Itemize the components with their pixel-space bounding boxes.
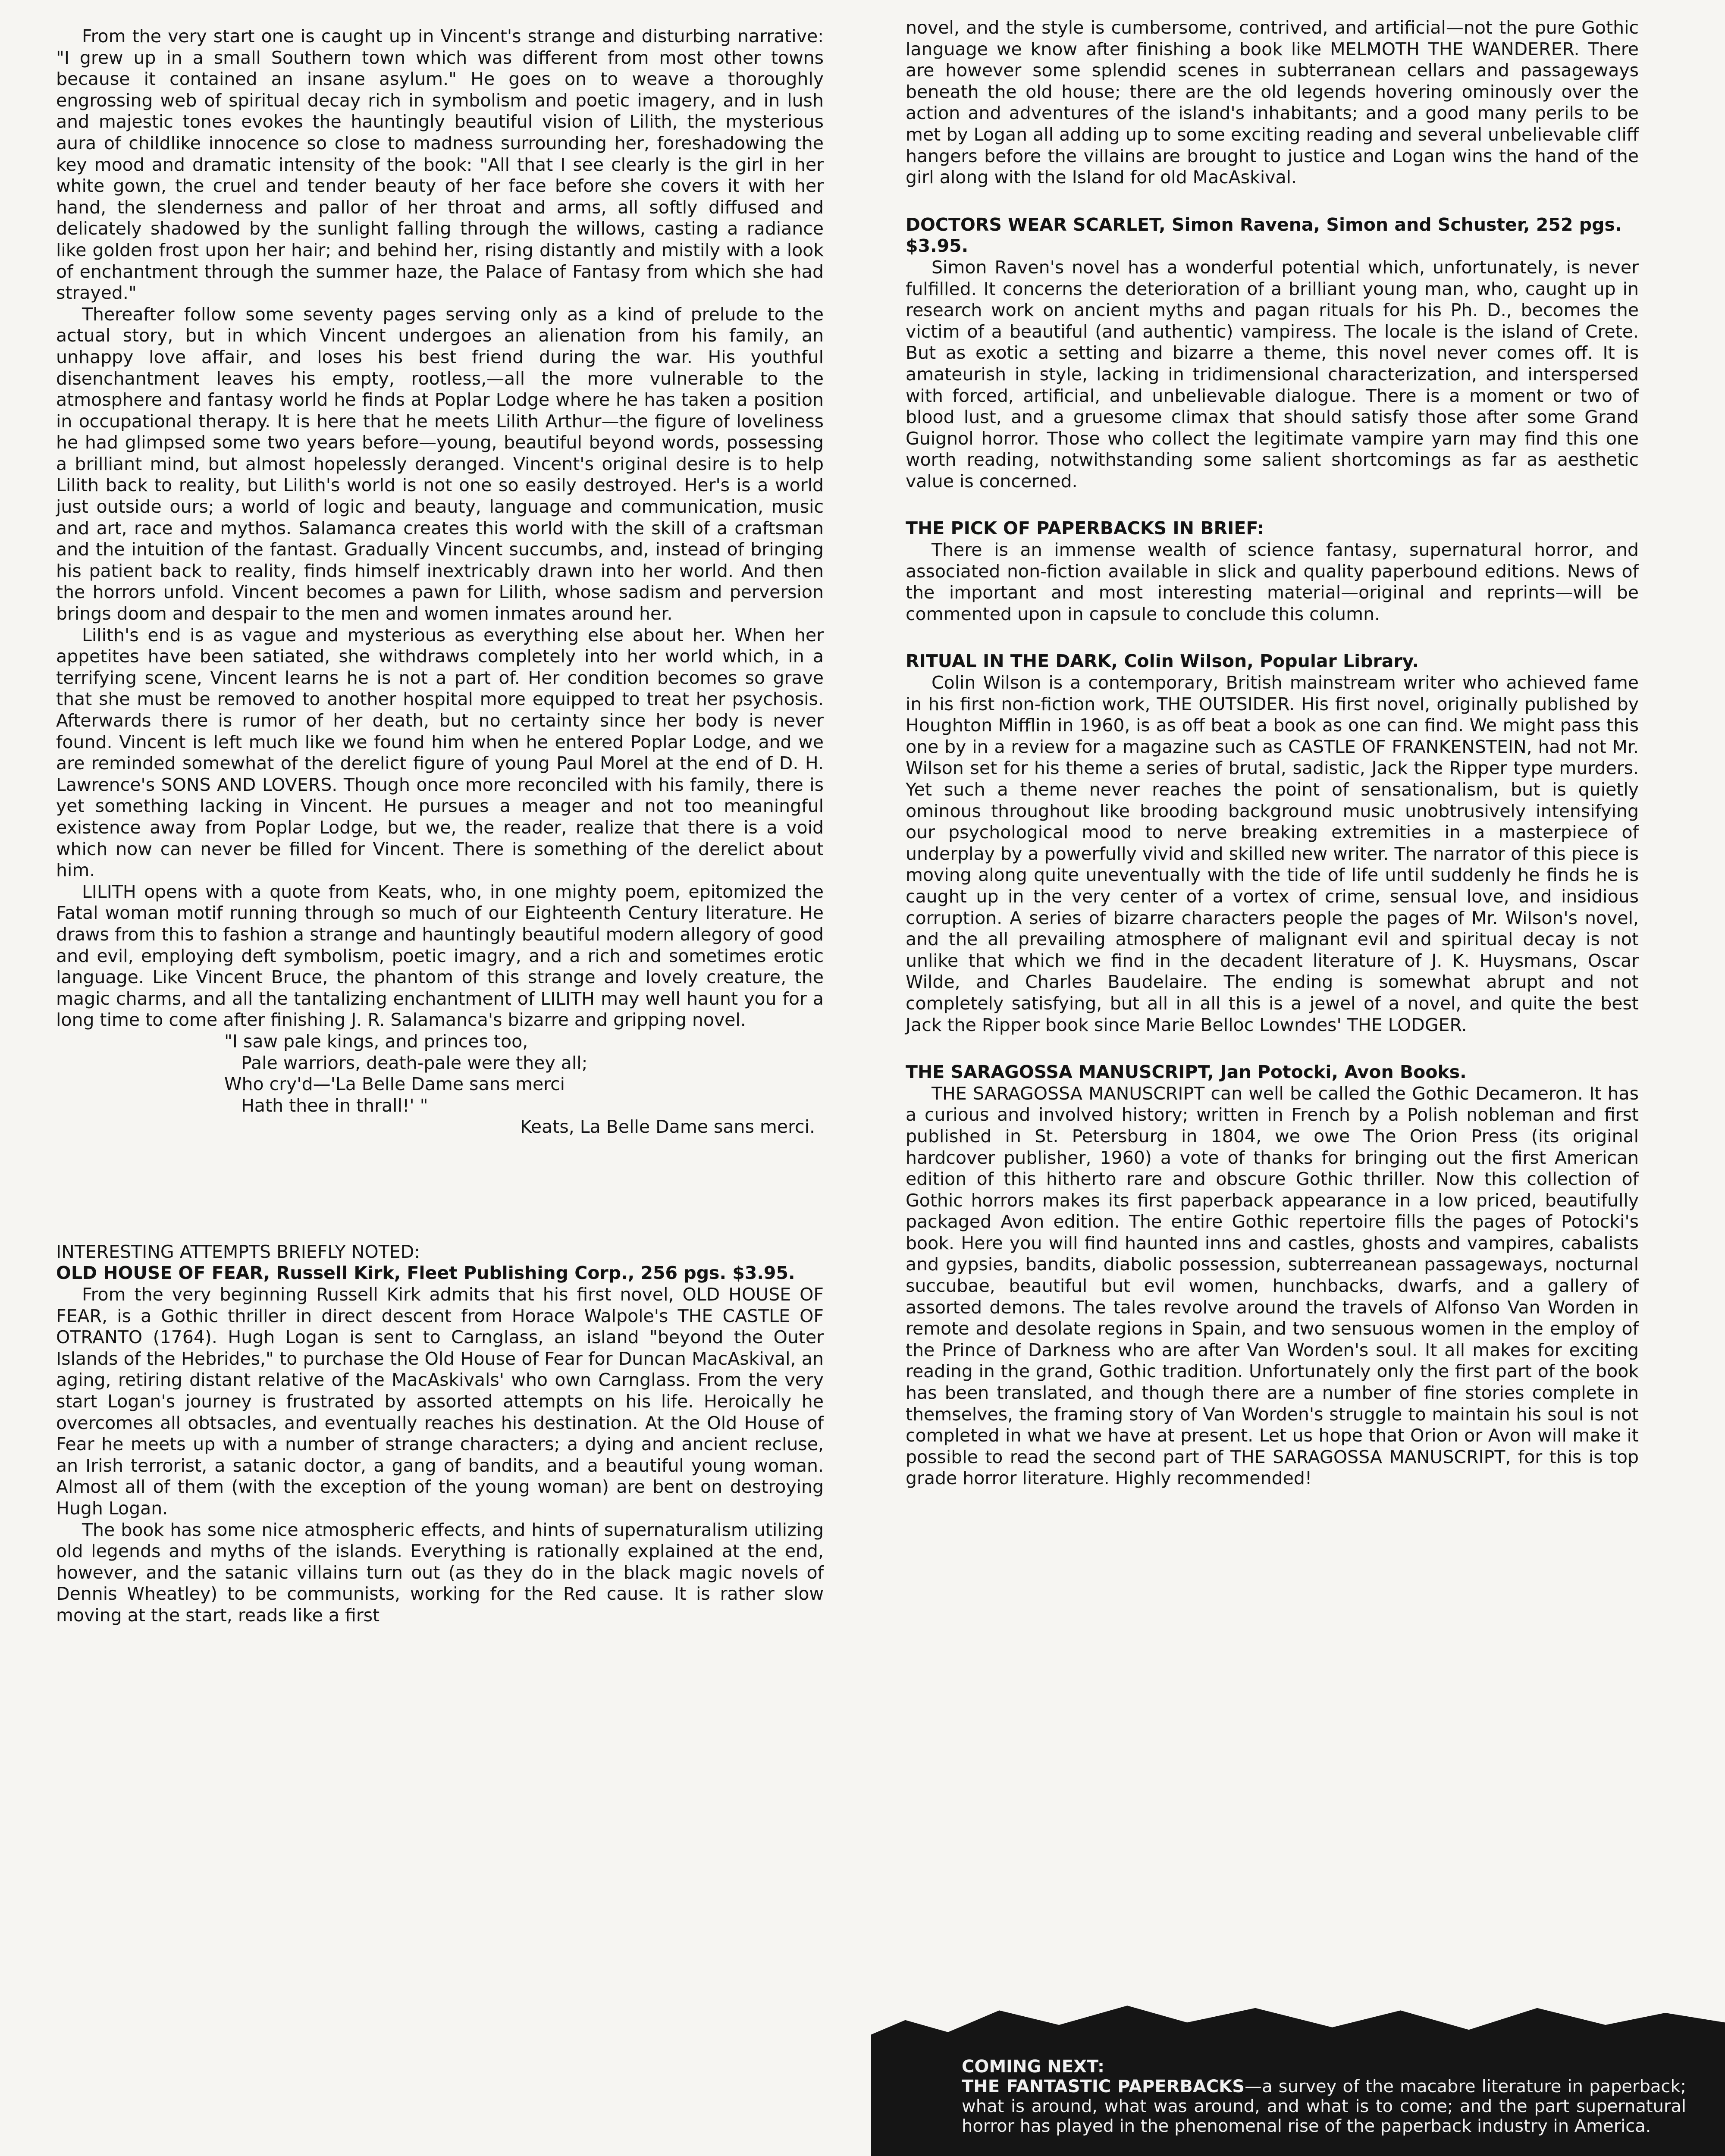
pick-of-paperbacks-paragraph: There is an immense wealth of science fantasy, supernatural horror, and associated non-fiction available in slick and quality paperbound editions. News of the important and most interesting material—original and reprints—will be commented upon in capsule to conclude this column. — [906, 539, 1639, 624]
old-house-paragraph-2: The book has some nice atmospheric effects, and hints of supernaturalism utilizing old legends and myths of the islands. Everything is rationally explained at the end, however, and the satanic villains turn out (as they do in the black magic novels of Dennis Wheatley) to be communists, working for the Red cause. It is rather slow moving at the start, reads like a first — [56, 1519, 824, 1626]
brief-notes-section — [56, 1241, 824, 1626]
ritual-in-the-dark-review — [906, 651, 1639, 1036]
ritual-in-the-dark-paragraph: Colin Wilson is a contemporary, British mainstream writer who achieved fame in his first non-fiction work, THE OUTSIDER. His first novel, originally published by Houghton Mifflin in 1960, is as off beat a book as one can find. We might pass this one by in a review for a magazine such as CASTLE OF FRANKENSTEIN, had not Mr. Wilson set for his theme a series of brutal, sadistic, Jack the Ripper type murders. Yet such a theme never reaches the point of sensationalism, but is quietly ominous throughout like brooding background music unobtrusively intensifying our psychological mood to nerve breaking extremities in a masterpiece of underplay by a powerfully vivid and skilled new writer. The narrator of this piece is moving along quite uneventually with the tide of life until suddenly he finds he is caught up in the very center of a vortex of crime, sensual love, and insidious corruption. A series of bizarre characters people the pages of Mr. Wilson's novel, and the all prevailing atmosphere of malignant evil and spiritual decay is not unlike that which we find in the decadent literature of J. K. Huysmans, Oscar Wilde, and Charles Baudelaire. The ending is somewhat abrupt and not completely satisfying, but all in all this is a jewel of a novel, and quite the best Jack the Ripper book since Marie Belloc Lowndes' THE LODGER. — [906, 672, 1639, 1035]
old-house-paragraph-1: From the very beginning Russell Kirk admits that his first novel, OLD HOUSE OF FEAR, is a Gothic thriller in direct descent from Horace Walpole's THE CASTLE OF OTRANTO (1764). Hugh Logan is sent to Carnglass, an island "beyond the Outer Islands of the Hebrides," to purchase the Old House of Fear for Duncan MacAskival, an aging, retiring distant relative of the MacAskivals' who own Carnglass. From the very start Logan's journey is frustrated by assorted attempts on his life. Heroically he overcomes all obtsacles, and eventually reaches his destination. At the Old House of Fear he meets up with a number of strange characters; a dying and ancient recluse, an Irish terrorist, a satanic doctor, a gang of bandits, and a beautiful young woman. Almost all of them (with the exception of the young woman) are bent on destroying Hugh Logan. — [56, 1284, 824, 1519]
saragossa-manuscript-heading: THE SARAGOSSA MANUSCRIPT, Jan Potocki, Avon Books. — [906, 1062, 1467, 1083]
keats-poem-quote — [224, 1031, 824, 1116]
poem-line: Hath thee in thrall!' " — [224, 1095, 428, 1116]
brief-section-heading: INTERESTING ATTEMPTS BRIEFLY NOTED: — [56, 1241, 420, 1262]
doctors-wear-scarlet-paragraph: Simon Raven's novel has a wonderful potential which, unfortunately, is never fulfilled. It concerns the deterioration of a brilliant young man, who, caught up in research work on ancient myths and pagan rituals for his Ph. D., becomes the victim of a beautiful (and authentic) vampiress. The locale is the island of Crete. But as exotic a setting and bizarre a theme, this novel never comes off. It is amateurish in style, lacking in tridimensional characterization, and interspersed with forced, artificial, and unbelievable dialogue. There is a moment or two of blood lust, and a gruesome climax that should satisfy those after some Grand Guignol horror. Those who collect the legitimate vampire yarn may find this one worth reading, notwithstanding some salient shortcomings as far as aesthetic value is concerned. — [906, 257, 1639, 492]
doctors-wear-scarlet-review — [906, 214, 1639, 492]
left-column — [56, 26, 824, 1626]
pick-of-paperbacks-section — [906, 518, 1639, 625]
coming-next-text — [962, 2057, 1686, 2136]
old-house-of-fear-heading: OLD HOUSE OF FEAR, Russell Kirk, Fleet Publishing Corp., 256 pgs. $3.95. — [56, 1263, 795, 1284]
coming-next-description: —a survey of the macabre literature in paperback; what is around, what was around, and what is to come; and the part supernatural horror has played in the phenomenal rise of the paperback industry in America. — [962, 2077, 1686, 2136]
saragossa-manuscript-review — [906, 1062, 1639, 1489]
lilith-review-paragraph-1: From the very start one is caught up in Vincent's strange and disturbing narrative: "I grew up in a small Southern town which was different from most other towns because it contained an insane asylum." He goes on to weave a thoroughly engrossing web of spiritual decay rich in symbolism and poetic imagery, and in lush and majestic tones evokes the hauntingly beautiful vision of Lilith, the mysterious aura of childlike innocence so close to madness surrounding her, foreshadowing the key mood and dramatic intensity of the book: "All that I see clearly is the girl in her white gown, the cruel and tender beauty of her face before she covers it with her hand, the slenderness and pallor of her throat and arms, all softly diffused and delicately shadowed by the sunlight falling through the willows, casting a radiance like golden frost upon her hair; and behind her, rising distantly and mistily with a look of enchantment through the summer haze, the Palace of Fantasy from which she had strayed." — [56, 26, 824, 304]
poem-line: "I saw pale kings, and princes too, — [224, 1031, 528, 1052]
doctors-wear-scarlet-heading: DOCTORS WEAR SCARLET, Simon Ravena, Simon and Schuster, 252 pgs. $3.95. — [906, 214, 1622, 257]
poem-line: Pale warriors, death-pale were they all; — [224, 1052, 588, 1073]
lilith-review-paragraph-4: LILITH opens with a quote from Keats, who, in one mighty poem, epitomized the Fatal woman motif running through so much of our Eighteenth Century literature. He draws from this to fashion a strange and hauntingly beautiful modern allegory of good and evil, employing deft symbolism, poetic imagry, and a rich and sometimes erotic language. Like Vincent Bruce, the phantom of this strange and lovely creature, the magic charms, and all the tantalizing enchantment of LILITH may well haunt you for a long time to come after finishing J. R. Salamanca's bizarre and gripping novel. — [56, 881, 824, 1031]
coming-next-label: COMING NEXT: — [962, 2057, 1105, 2077]
right-column — [906, 17, 1639, 1489]
lilith-review-paragraph-2: Thereafter follow some seventy pages serving only as a kind of prelude to the actual story, but in which Vincent undergoes an alienation from his family, an unhappy love affair, and loses his best friend during the war. His youthful disenchantment leaves his empty, rootless,—all the more vulnerable to the atmosphere and fantasy world he finds at Poplar Lodge where he has taken a position in occupational therapy. It is here that he meets Lilith Arthur—the figure of loveliness he had glimpsed some two years before—young, beautiful beyond words, possessing a brilliant mind, but almost hopelessly deranged. Vincent's original desire is to help Lilith back to reality, but Lilith's world is not one so easily destroyed. Her's is a world just outside ours; a world of logic and beauty, language and communication, music and art, race and mythos. Salamanca creates this world with the skill of a craftsman and the intuition of the fantast. Gradually Vincent succumbs, and, instead of bringing his patient back to reality, finds himself inextricably drawn into her world. And then the horrors unfold. Vincent becomes a pawn for Lilith, whose sadism and perversion brings doom and despair to the men and women inmates around her. — [56, 304, 824, 624]
poem-line: Who cry'd—'La Belle Dame sans merci — [224, 1074, 565, 1095]
old-house-continued-paragraph: novel, and the style is cumbersome, contrived, and artificial—not the pure Gothic language we know after finishing a book like MELMOTH THE WANDERER. There are however some splendid scenes in subterranean cellars and passageways beneath the old house; there are the old legends hovering ominously over the action and adventures of the island's inhabitants; and a good many perils to be met by Logan all adding up to some exciting reading and several unbelievable cliff hangers before the villains are brought to justice and Logan wins the hand of the girl along with the Island for old MacAskival. — [906, 17, 1639, 188]
pick-of-paperbacks-heading: THE PICK OF PAPERBACKS IN BRIEF: — [906, 518, 1264, 539]
lilith-review-paragraph-3: Lilith's end is as vague and mysterious as everything else about her. When her appetites have been satiated, she withdraws completely into her world which, in a terrifying scene, Vincent learns he is not a part of. Her condition becomes so grave that she must be removed to another hospital more equipped to treat her psychosis. Afterwards there is rumor of her death, but no certainty since her body is never found. Vincent is left much like we found him when he entered Poplar Lodge, and we are reminded somewhat of the derelict figure of young Paul Morel at the end of D. H. Lawrence's SONS AND LOVERS. Though once more reconciled with his family, there is yet something lacking in Vincent. He pursues a meager and not too meaningful existence away from Poplar Lodge, but we, the reader, realize that there is a void which now can never be filled for Vincent. There is something of the derelict about him. — [56, 624, 824, 881]
saragossa-manuscript-paragraph: THE SARAGOSSA MANUSCRIPT can well be called the Gothic Decameron. It has a curious and involved history; written in French by a Polish nobleman and first published in St. Petersburg in 1804, we owe The Orion Press (its original hardcover publisher, 1960) a vote of thanks for bringing out the first American edition of this hitherto rare and obscure Gothic thriller. Now this collection of Gothic horrors makes its first paperback appearance in a low priced, beautifully packaged Avon edition. The entire Gothic repertoire fills the pages of Potocki's book. Here you will find haunted inns and castles, ghosts and vampires, cabalists and gypsies, bandits, diabolic possession, subterreanean passageways, nocturnal succubae, beautiful but evil women, hunchbacks, dwarfs, and a gallery of assorted demons. The tales revolve around the travels of Alfonso Van Worden in remote and desolate regions in Spain, and two sensuous women in the employ of the Prince of Darkness who are after Van Worden's soul. It all makes for exciting reading in the grand, Gothic tradition. Unfortunately only the first part of the book has been translated, and though there are a number of fine stories complete in themselves, the framing story of Van Worden's struggle to maintain his soul is not completed in what we have at present. Let us hope that Orion or Avon will make it possible to read the second part of THE SARAGOSSA MANUSCRIPT, for this is top grade horror literature. Highly recommended! — [906, 1083, 1639, 1489]
ritual-in-the-dark-heading: RITUAL IN THE DARK, Colin Wilson, Popular Library. — [906, 651, 1419, 672]
poem-attribution: Keats, La Belle Dame sans merci. — [520, 1116, 815, 1138]
coming-next-series-title: THE FANTASTIC PAPERBACKS — [962, 2077, 1245, 2096]
